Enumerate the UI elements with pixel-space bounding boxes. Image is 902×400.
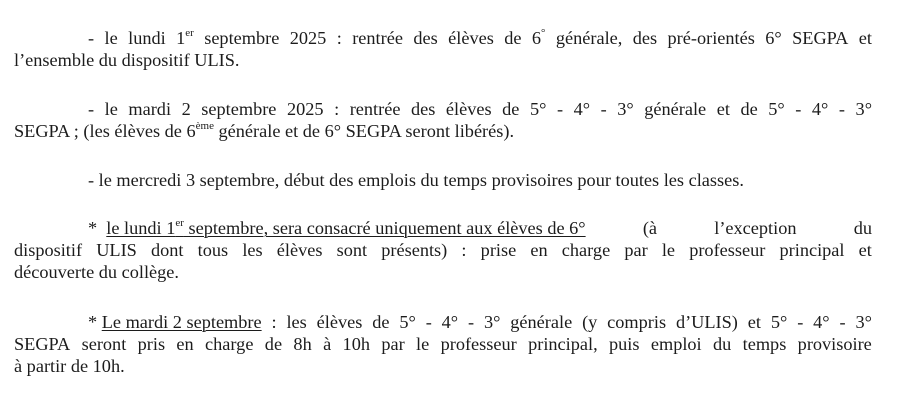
word: 5° xyxy=(770,312,788,332)
word xyxy=(532,27,546,49)
word: pris xyxy=(137,334,166,354)
superscript: er xyxy=(185,26,194,39)
text-run: : xyxy=(336,28,342,48)
text-run: générale et de 6° SEGPA seront libérés). xyxy=(213,121,515,141)
text-run: septembre xyxy=(204,28,280,48)
asterisk: * xyxy=(88,312,98,332)
word: ULIS xyxy=(96,240,137,260)
text-run: générale, xyxy=(555,28,623,48)
word: les xyxy=(286,312,307,332)
word: emploi xyxy=(650,334,702,354)
word: - xyxy=(797,312,804,332)
word: du xyxy=(713,334,732,354)
paragraph-lundi-note xyxy=(0,217,902,283)
word: septembre xyxy=(201,99,277,119)
paragraph-line: l’ensemble du dispositif ULIS. xyxy=(14,50,240,70)
paragraph-line xyxy=(0,333,872,355)
word xyxy=(176,27,194,49)
note-lead xyxy=(88,217,586,239)
word: de xyxy=(740,99,758,119)
word: professeur xyxy=(689,240,766,260)
paragraph-rentree-6e xyxy=(0,27,902,71)
word xyxy=(556,27,622,49)
word: 2025 xyxy=(286,99,324,119)
word: provisoire xyxy=(797,334,872,354)
superscript: ° xyxy=(541,26,546,39)
word: 4° xyxy=(811,99,829,119)
word: du xyxy=(853,218,872,238)
word: élèves xyxy=(276,240,323,260)
word: générale xyxy=(510,312,573,332)
word xyxy=(352,27,403,49)
word: dispositif xyxy=(14,240,83,260)
word: tous xyxy=(197,240,229,260)
word: 4° xyxy=(813,312,830,332)
word: puis xyxy=(609,334,640,354)
word: 5° xyxy=(399,312,416,332)
paragraph-line xyxy=(0,120,902,142)
word: compris xyxy=(607,312,667,332)
word xyxy=(448,27,494,49)
paragraph-mardi-note xyxy=(0,311,902,377)
word: par xyxy=(381,334,405,354)
note-lead xyxy=(88,311,262,333)
word: professeur xyxy=(440,334,517,354)
word: et xyxy=(858,240,872,260)
text-run: élèves xyxy=(448,28,494,48)
paragraph-line: découverte du collège. xyxy=(14,262,179,282)
word xyxy=(290,27,327,49)
word: par xyxy=(624,240,648,260)
word: seront xyxy=(81,334,127,354)
text-run: 6° xyxy=(765,28,782,48)
text-run: des xyxy=(632,28,658,48)
word: l’exception xyxy=(714,218,797,238)
text-run: lundi xyxy=(128,28,166,48)
word xyxy=(765,27,781,49)
word: principal xyxy=(779,240,845,260)
text-run: 1 xyxy=(176,28,186,48)
text-run: SEGPA ; (les élèves de 6 xyxy=(14,121,196,141)
paragraph-line xyxy=(0,311,872,333)
word xyxy=(633,27,657,49)
word: d’ULIS) xyxy=(675,312,738,332)
text-run: des xyxy=(413,28,438,48)
paragraph-line: à partir de 10h. xyxy=(14,356,125,376)
word: - xyxy=(425,312,432,332)
word: - xyxy=(795,99,802,119)
word: de xyxy=(264,334,283,354)
word: principal, xyxy=(528,334,598,354)
word: 4° xyxy=(573,99,591,119)
word: 10h xyxy=(342,334,370,354)
paragraph-line xyxy=(0,98,872,120)
word: le xyxy=(104,99,118,119)
text-run: 6 xyxy=(531,28,542,48)
word: à xyxy=(323,334,332,354)
word: SEGPA xyxy=(14,334,71,354)
word: - xyxy=(88,99,95,119)
word: le xyxy=(661,240,676,260)
text-run: de xyxy=(504,28,522,48)
paragraph-line xyxy=(0,239,872,261)
text-run: pré-orientés xyxy=(667,28,755,48)
word: 3° xyxy=(855,312,872,332)
paragraph-line xyxy=(0,217,872,239)
superscript: ème xyxy=(195,119,214,132)
word: générale xyxy=(644,99,707,119)
word: en xyxy=(530,240,548,260)
word xyxy=(859,27,872,49)
word: 4° xyxy=(441,312,459,332)
text-run: rentrée xyxy=(352,28,403,48)
underlined-text: Le mardi 2 septembre xyxy=(101,312,262,332)
word: et xyxy=(716,99,730,119)
word: : xyxy=(271,312,277,332)
text-run: et xyxy=(858,28,872,48)
paragraph-line xyxy=(0,27,872,49)
word: dont xyxy=(151,240,184,260)
word: - xyxy=(467,312,475,332)
word xyxy=(668,27,755,49)
word: 5° xyxy=(529,99,547,119)
word: 2 xyxy=(181,99,191,119)
word: présents) xyxy=(381,240,448,260)
word: 5° xyxy=(768,99,785,119)
word xyxy=(413,27,437,49)
text-run: - xyxy=(88,28,95,48)
asterisk: * xyxy=(88,218,98,238)
word: 8h xyxy=(293,334,312,354)
word: - xyxy=(838,99,845,119)
paragraph-line: - le mercredi 3 septembre, début des emplois du temps provisoires pour toutes les classes. xyxy=(88,170,744,190)
word: temps xyxy=(742,334,787,354)
superscript: er xyxy=(175,216,184,229)
word: en xyxy=(176,334,194,354)
word: des xyxy=(411,99,436,119)
word: - xyxy=(839,312,846,332)
text-run: le xyxy=(104,28,118,48)
underlined-text xyxy=(106,218,585,238)
word xyxy=(337,27,342,49)
text-run: le lundi 1 xyxy=(106,218,176,238)
text-run: 2025 xyxy=(289,28,327,48)
word: élèves xyxy=(316,312,363,332)
word: et xyxy=(747,312,761,332)
text-run: septembre, sera consacré uniquement aux élèves de 6° xyxy=(183,218,586,238)
word: de xyxy=(372,312,390,332)
word: 3° xyxy=(617,99,634,119)
word xyxy=(792,27,848,49)
word xyxy=(504,27,521,49)
paragraph-mercredi xyxy=(0,169,902,191)
word: : xyxy=(334,99,340,119)
word: rentrée xyxy=(349,99,401,119)
text-run: SEGPA xyxy=(792,28,849,48)
word: - xyxy=(556,99,564,119)
word: (à xyxy=(642,218,658,238)
word: les xyxy=(242,240,263,260)
word: mardi xyxy=(128,99,172,119)
word: prise xyxy=(480,240,517,260)
word: sont xyxy=(336,240,368,260)
word: - xyxy=(600,99,607,119)
word xyxy=(88,27,94,49)
word: 3° xyxy=(855,99,872,119)
word: élèves xyxy=(445,99,492,119)
word: de xyxy=(502,99,520,119)
word: charge xyxy=(561,240,611,260)
word: (y xyxy=(582,312,598,332)
word xyxy=(128,27,166,49)
word xyxy=(105,27,118,49)
word: : xyxy=(461,240,467,260)
word: 3° xyxy=(483,312,501,332)
word xyxy=(204,27,279,49)
paragraph-rentree-5e-4e-3e xyxy=(0,98,902,142)
word: le xyxy=(416,334,430,354)
word: charge xyxy=(205,334,254,354)
